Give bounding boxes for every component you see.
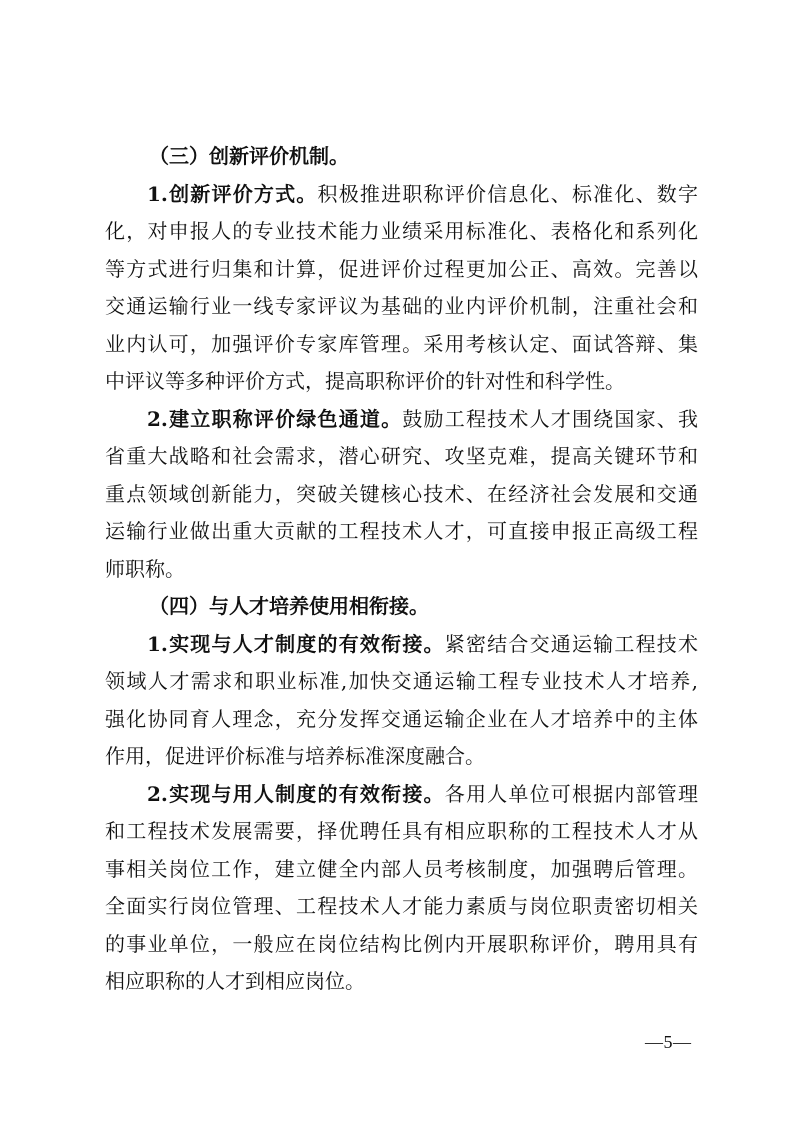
section-heading-3: （三）创新评价机制。 bbox=[149, 144, 349, 168]
paragraph-line: 和工程技术发展需要，择优聘任具有相应职称的工程技术人才从 bbox=[105, 819, 698, 843]
paragraph-line: 作用，促进评价标准与培养标准深度融合。 bbox=[105, 744, 485, 768]
paragraph-line: 相应职称的人才到相应岗位。 bbox=[105, 969, 365, 993]
document-page bbox=[105, 138, 698, 1001]
paragraph-line: 的事业单位，一般应在岗位结构比例内开展职称评价，聘用具有 bbox=[105, 931, 698, 956]
paragraph-line: 等方式进行归集和计算，促进评价过程更加公正、高效。完善以 bbox=[105, 256, 698, 281]
page-number: —5— bbox=[645, 1032, 692, 1052]
item-lead: 2.实现与用人制度的有效衔接。 bbox=[147, 781, 445, 806]
item-text: 各用人单位可根据内部管理 bbox=[444, 781, 698, 806]
paragraph-line: 全面实行岗位管理、工程技术人才能力素质与岗位职责密切相关 bbox=[105, 894, 698, 918]
paragraph-line: 交通运输行业一线专家评议为基础的业内评价机制，注重社会和 bbox=[105, 294, 698, 318]
section-heading-4: （四）与人才培养使用相衔接。 bbox=[149, 594, 429, 618]
paragraph-line: 化，对申报人的专业技术能力业绩采用标准化、表格化和系列化 bbox=[105, 219, 698, 243]
paragraph-line: 领域人才需求和职业标准,加快交通运输工程专业技术人才培养, bbox=[105, 669, 698, 693]
item-text: 积极推进职称评价信息化、标准化、数字 bbox=[317, 181, 698, 206]
item-lead: 1.实现与人才制度的有效衔接。 bbox=[147, 631, 445, 656]
item-lead: 1.创新评价方式。 bbox=[147, 181, 318, 206]
item-lead: 2.建立职称评价绿色通道。 bbox=[147, 406, 403, 431]
paragraph-line: 中评议等多种评价方式，提高职称评价的针对性和科学性。 bbox=[105, 369, 625, 393]
paragraph-line: 重点领域创新能力，突破关键核心技术、在经济社会发展和交通 bbox=[105, 481, 698, 506]
paragraph-line: 业内认可，加强评价专家库管理。采用考核认定、面试答辩、集 bbox=[105, 331, 698, 356]
item-text: 紧密结合交通运输工程技术 bbox=[444, 631, 698, 656]
paragraph-line: 省重大战略和社会需求，潜心研究、攻坚克难，提高关键环节和 bbox=[105, 444, 698, 468]
item-text: 鼓励工程技术人才围绕国家、我 bbox=[402, 406, 699, 431]
paragraph-line: 事相关岗位工作，建立健全内部人员考核制度，加强聘后管理。 bbox=[105, 856, 698, 881]
paragraph-line: 强化协同育人理念，充分发挥交通运输企业在人才培养中的主体 bbox=[105, 706, 698, 731]
paragraph-line bbox=[105, 401, 698, 439]
paragraph-line bbox=[105, 776, 698, 814]
paragraph-line: 运输行业做出重大贡献的工程技术人才，可直接申报正高级工程 bbox=[105, 519, 698, 543]
paragraph-line: 师职称。 bbox=[105, 556, 185, 581]
paragraph-line bbox=[105, 626, 698, 664]
paragraph-line bbox=[105, 176, 698, 214]
